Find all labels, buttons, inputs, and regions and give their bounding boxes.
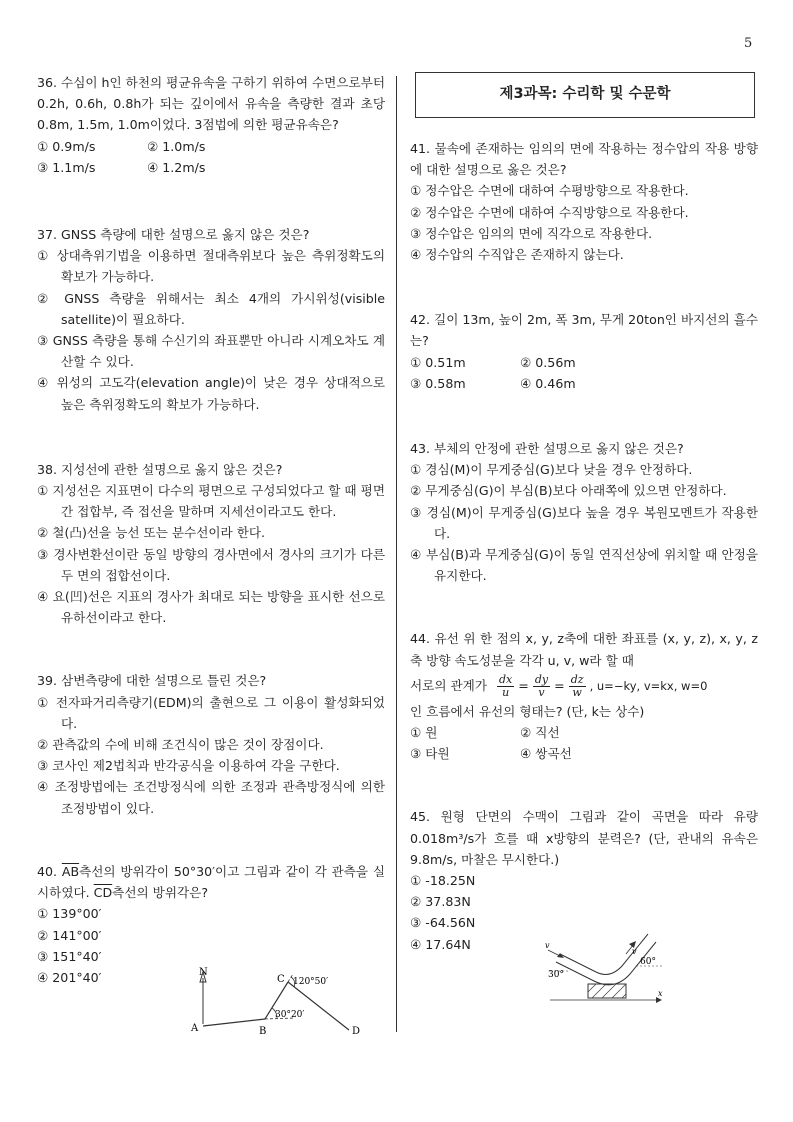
question-43-option-1[interactable]: ① 경심(M)이 무게중심(G)보다 낮을 경우 안정하다. (410, 462, 693, 478)
question-36-option-4[interactable]: ④ 1.2m/s (147, 159, 206, 175)
north-label: N (199, 967, 208, 978)
question-45-option-3[interactable]: ③ -64.56N (410, 915, 476, 931)
question-42-option-4[interactable]: ④ 0.46m (520, 375, 576, 391)
line-cd: $\overline{CD}$ (93, 885, 113, 901)
question-37-option-1[interactable]: ① 상대측위기법을 이용하면 절대측위보다 높은 측위정확도의 확보가 가능하다. (37, 248, 385, 285)
question-44 (410, 628, 758, 764)
question-36-option-2[interactable]: ② 1.0m/s (147, 138, 206, 154)
question-41-option-1[interactable]: ① 정수압은 수면에 대하여 수평방향으로 작용한다. (410, 183, 689, 199)
question-44-stem-c: 인 흐름에서 유선의 형태는? (단, k는 상수) (410, 703, 645, 719)
question-40-stem: 40. $\overline{AB}$측선의 방위각이 50°30′이고 그림과 같이 각 관측을 실시하였다. $\overline{CD}$측선의 방위각은? (37, 863, 385, 901)
traverse-diagram (185, 962, 375, 1042)
question-36-option-1[interactable]: ① 0.9m/s (37, 138, 96, 154)
question-42-stem: 42. 길이 13m, 높이 2m, 폭 3m, 무게 20ton인 바지선의 흘수는? (410, 312, 758, 349)
question-43-option-3[interactable]: ③ 경심(M)이 무게중심(G)보다 높을 경우 복원모멘트가 작용한다. (410, 504, 758, 541)
question-38-option-1[interactable]: ① 지성선은 지표면이 다수의 평면으로 구성되었다고 할 때 평면간 접합부, 즉 접선을 말하며 지세선이라고도 한다. (37, 483, 385, 520)
question-37 (37, 224, 385, 415)
question-39-stem: 39. 삼변측량에 대한 설명으로 틀린 것은? (37, 673, 267, 689)
question-41-stem: 41. 물속에 존재하는 임의의 면에 작용하는 정수압의 작용 방향에 대한 설명으로 옳은 것은? (410, 141, 758, 178)
question-39-option-1[interactable]: ① 전자파거리측량기(EDM)의 출현으로 그 이용이 활성화되었다. (37, 694, 385, 731)
question-43-option-2[interactable]: ② 무게중심(G)이 부심(B)보다 아래쪽에 있으면 안정하다. (410, 483, 727, 499)
right-column (410, 72, 758, 955)
point-d-label: D (352, 1026, 361, 1037)
question-37-option-4[interactable]: ④ 위성의 고도각(elevation angle)이 낮은 경우 상대적으로 높은 측위정확도의 확보가 가능하다. (37, 375, 385, 412)
question-39-option-4[interactable]: ④ 조정방법에는 조건방정식에 의한 조정과 관측방정식에 의한 조정방법이 있다. (37, 779, 385, 816)
question-40-option-2[interactable]: ② 141°00′ (37, 927, 102, 943)
question-44-option-1[interactable]: ① 원 (410, 725, 438, 741)
question-43-stem: 43. 부체의 안정에 관한 설명으로 옳지 않은 것은? (410, 441, 684, 457)
question-41-option-3[interactable]: ③ 정수압은 임의의 면에 직각으로 작용한다. (410, 225, 653, 241)
question-38-option-2[interactable]: ② 철(凸)선을 능선 또는 분수선이라 한다. (37, 525, 266, 541)
question-36 (37, 72, 385, 178)
x-axis-label: x (658, 989, 663, 998)
question-43-option-4[interactable]: ④ 부심(B)과 무게중심(G)이 동일 연직선상에 위치할 때 안정을 유지한다. (410, 547, 758, 584)
question-40-option-3[interactable]: ③ 151°40′ (37, 948, 102, 964)
question-44-option-4[interactable]: ④ 쌍곡선 (520, 746, 572, 762)
question-45-option-1[interactable]: ① -18.25N (410, 873, 476, 889)
section-title: 제3과목: 수리학 및 수문학 (415, 72, 755, 118)
question-44-option-3[interactable]: ③ 타원 (410, 746, 450, 762)
angle-b-label: 30°20′ (275, 1010, 305, 1020)
question-38-stem: 38. 지성선에 관한 설명으로 옳지 않은 것은? (37, 461, 283, 477)
question-38 (37, 459, 385, 629)
question-40-option-1[interactable]: ① 139°00′ (37, 906, 102, 922)
question-43 (410, 438, 758, 586)
left-column (37, 72, 385, 988)
jet-velocity-out-label: v (632, 947, 637, 956)
point-b-label: B (259, 1026, 267, 1037)
question-38-option-4[interactable]: ④ 요(凹)선은 지표의 경사가 최대로 되는 방향을 표시한 선으로 유하선이라고 한다. (37, 589, 385, 626)
column-divider (396, 76, 397, 1032)
question-44-option-2[interactable]: ② 직선 (520, 725, 560, 741)
question-44-equation: 서로의 관계가 $\frac{dx}{u}$ = $\frac{dy}{v}$ = $\frac{dz}{w}$ , u=−ky, v=kx, w=0 (410, 672, 708, 699)
question-41-option-2[interactable]: ② 정수압은 수면에 대하여 수직방향으로 작용한다. (410, 204, 689, 220)
question-39-option-2[interactable]: ② 관측값의 수에 비해 조건식이 많은 것이 장점이다. (37, 737, 324, 753)
question-42-option-2[interactable]: ② 0.56m (520, 354, 576, 370)
question-36-stem: 36. 수심이 h인 하천의 평균유속을 구하기 위하여 수면으로부터 0.2h, 0.6h, 0.8h가 되는 깊이에서 유속을 측량한 결과 초당 0.8m, 1.5m, 1.0m이었다. 3점법에 의한 평균유속은? (37, 75, 386, 133)
angle-c-label: 120°50′ (293, 977, 329, 987)
question-42-option-1[interactable]: ① 0.51m (410, 354, 466, 370)
point-c-label: C (277, 974, 285, 985)
question-45-option-2[interactable]: ② 37.83N (410, 894, 471, 910)
jet-angle-in-label: 30° (548, 970, 564, 980)
question-41 (410, 138, 758, 265)
question-38-option-3[interactable]: ③ 경사변환선이란 동일 방향의 경사면에서 경사의 크기가 다른 두 면의 접합선이다. (37, 546, 385, 583)
question-36-option-3[interactable]: ③ 1.1m/s (37, 159, 96, 175)
jet-angle-out-label: 60° (640, 957, 656, 967)
curved-jet-diagram (540, 926, 670, 1008)
question-39-option-3[interactable]: ③ 코사인 제2법칙과 반각공식을 이용하여 각을 구한다. (37, 758, 340, 774)
question-40-option-4[interactable]: ④ 201°40′ (37, 969, 102, 985)
question-45-option-4[interactable]: ④ 17.64N (410, 936, 471, 952)
point-a-label: A (191, 1023, 199, 1034)
question-41-option-4[interactable]: ④ 정수압의 수직압은 존재하지 않는다. (410, 247, 624, 263)
question-44-stem-a: 44. 유선 위 한 점의 x, y, z축에 대한 좌표를 (x, y, z), x, y, z축 방향 속도성분을 각각 u, v, w라 할 때 (410, 631, 758, 668)
question-42-option-3[interactable]: ③ 0.58m (410, 375, 466, 391)
question-37-option-3[interactable]: ③ GNSS 측량을 통해 수신기의 좌표뿐만 아니라 시계오차도 계산할 수 있다. (37, 333, 385, 370)
page-number: 5 (744, 36, 753, 51)
line-ab: $\overline{AB}$ (61, 863, 80, 879)
question-37-stem: 37. GNSS 측량에 대한 설명으로 옳지 않은 것은? (37, 227, 310, 243)
question-45-stem: 45. 원형 단면의 수맥이 그림과 같이 곡면을 따라 유량 0.018m³/s가 흐를 때 x방향의 분력은? (단, 관내의 유속은 9.8m/s, 마찰은 무시한다.) (410, 809, 758, 867)
question-39 (37, 670, 385, 818)
question-42 (410, 309, 758, 394)
jet-velocity-in-label: v (545, 941, 550, 950)
question-37-option-2[interactable]: ② GNSS 측량을 위해서는 최소 4개의 가시위성(visible satellite)이 필요하다. (37, 290, 385, 327)
